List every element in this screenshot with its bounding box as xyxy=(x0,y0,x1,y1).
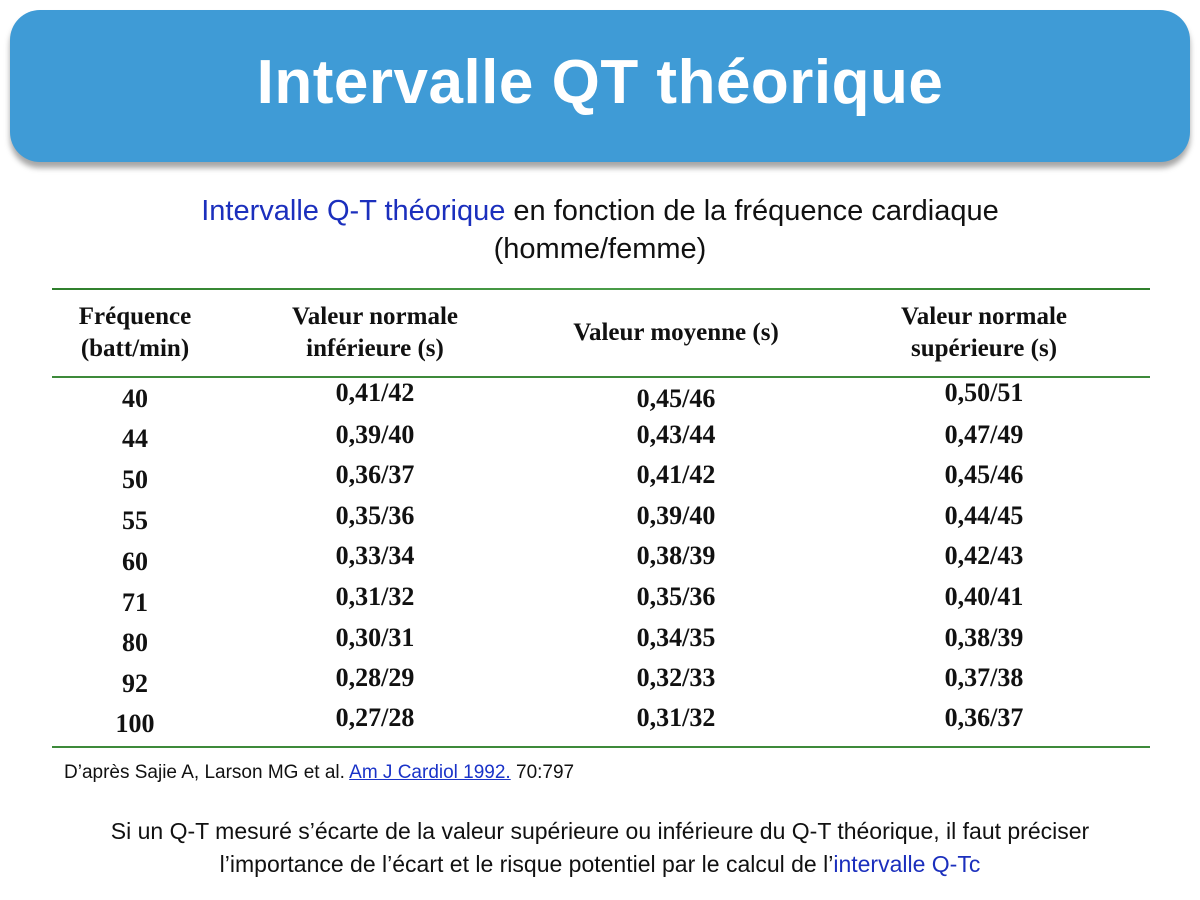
table-cell: 55 xyxy=(122,506,148,535)
header-inferieure-line1: Valeur normale xyxy=(292,303,458,330)
table-cell: 0,31/32 xyxy=(636,703,716,732)
table-cell: 0,38/39 xyxy=(636,541,716,570)
table-cell: 0,38/39 xyxy=(944,623,1024,652)
header-frequence-line1: Fréquence xyxy=(78,303,192,330)
header-valeur-moyenne xyxy=(546,290,806,376)
header-superieure-line1: Valeur normale xyxy=(901,303,1067,330)
table-cell: 0,36/37 xyxy=(335,460,415,489)
header-superieure-line2: supérieure (s) xyxy=(910,335,1058,362)
table-cell: 80 xyxy=(122,628,148,657)
title-banner xyxy=(10,10,1190,162)
table-cell: 0,50/51 xyxy=(944,378,1024,407)
header-frequence-line2: (batt/min) xyxy=(80,335,190,362)
page-title: Intervalle QT théorique xyxy=(256,47,944,117)
table-cell: 0,37/38 xyxy=(944,663,1024,692)
footnote xyxy=(0,815,1200,881)
table-cell: 0,40/41 xyxy=(944,582,1024,611)
table-cell: 0,30/31 xyxy=(335,623,415,652)
table-bottom-rule xyxy=(52,746,1150,748)
table-cell: 0,44/45 xyxy=(944,501,1024,530)
intervalle-qtc-link[interactable]: intervalle Q-Tc xyxy=(833,851,981,877)
table-cell: 40 xyxy=(122,384,148,413)
table-cell: 71 xyxy=(122,588,148,617)
table-cell: 0,35/36 xyxy=(335,501,415,530)
source-prefix: D’après Sajie A, Larson MG et al. xyxy=(64,762,350,783)
table-header xyxy=(52,290,1150,376)
qt-table xyxy=(52,288,1150,748)
table-cell: 60 xyxy=(122,547,148,576)
table-body xyxy=(52,378,1150,746)
table-cell: 0,47/49 xyxy=(944,420,1024,449)
table-cell: 0,27/28 xyxy=(335,703,415,732)
table-cell: 0,41/42 xyxy=(636,460,716,489)
subtitle-line1 xyxy=(0,192,1200,230)
footnote-line2-text: l’importance de l’écart et le risque potentiel par le calcul de l’ xyxy=(219,851,834,877)
footnote-line1: Si un Q-T mesuré s’écarte de la valeur supérieure ou inférieure du Q-T théorique, il faut préciser xyxy=(110,818,1090,844)
table-cell: 0,42/43 xyxy=(944,541,1024,570)
table-cell: 0,36/37 xyxy=(944,703,1024,732)
table-cell: 0,39/40 xyxy=(335,420,415,449)
table-cell: 0,33/34 xyxy=(335,541,415,570)
table-cell: 0,45/46 xyxy=(944,460,1024,489)
table-cell: 44 xyxy=(122,424,148,453)
header-valeur-superieure xyxy=(864,290,1104,376)
header-frequence xyxy=(52,290,218,376)
table-cell: 100 xyxy=(115,709,155,738)
subtitle-highlight: Intervalle Q-T théorique xyxy=(201,195,506,227)
subtitle-rest: en fonction de la fréquence cardiaque xyxy=(505,195,999,227)
table-cell: 0,41/42 xyxy=(335,378,415,407)
table-cell: 50 xyxy=(122,465,148,494)
header-valeur-inferieure xyxy=(265,290,485,376)
source-link[interactable]: Am J Cardiol 1992. xyxy=(349,762,511,783)
header-inferieure-line2: inférieure (s) xyxy=(306,335,444,362)
table-cell: 0,39/40 xyxy=(636,501,716,530)
footnote-line2 xyxy=(0,848,1200,881)
subtitle xyxy=(0,192,1200,268)
table-cell: 0,45/46 xyxy=(636,384,716,413)
table-cell: 0,28/29 xyxy=(335,663,415,692)
source-suffix: 70:797 xyxy=(510,762,575,783)
table-cell: 0,34/35 xyxy=(636,623,716,652)
table-cell: 92 xyxy=(122,669,148,698)
table-cell: 0,35/36 xyxy=(636,582,716,611)
table-cell: 0,32/33 xyxy=(636,663,716,692)
table-cell: 0,43/44 xyxy=(636,420,716,449)
header-moyenne-line1: Valeur moyenne (s) xyxy=(573,319,779,346)
table-cell: 0,31/32 xyxy=(335,582,415,611)
subtitle-line2: (homme/femme) xyxy=(493,233,707,265)
source-citation xyxy=(64,762,574,784)
